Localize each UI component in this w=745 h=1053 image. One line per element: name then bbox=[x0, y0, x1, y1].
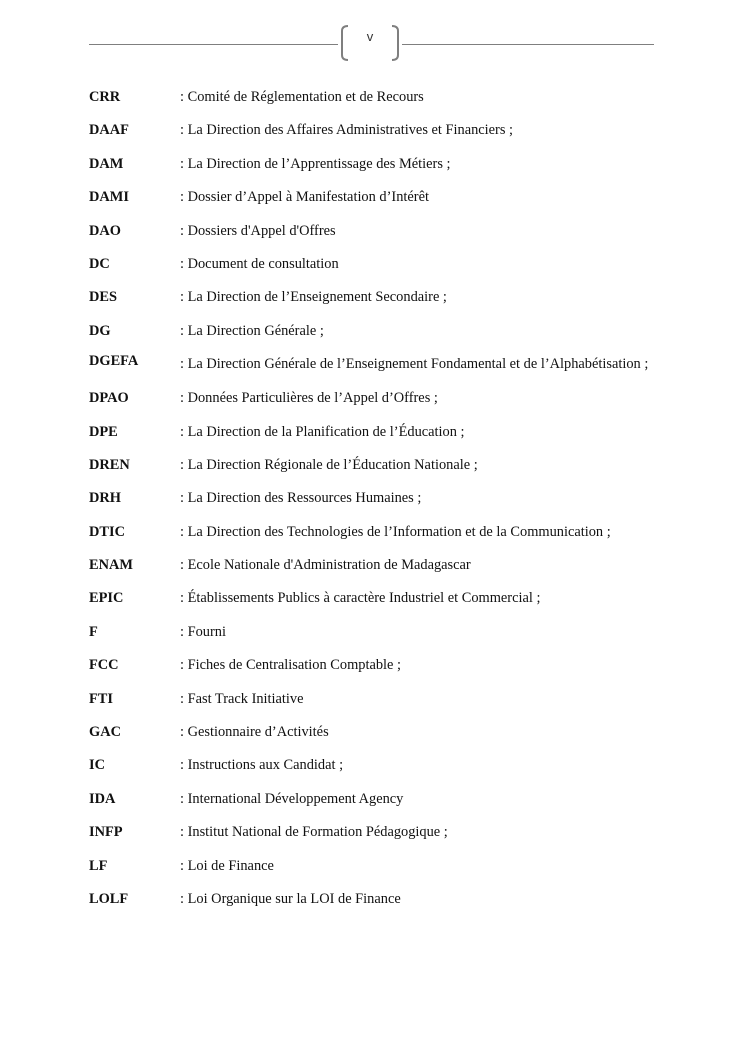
abbreviation-entry bbox=[89, 455, 655, 475]
abbreviation-term: EPIC bbox=[89, 590, 124, 607]
abbreviation-entry bbox=[89, 856, 655, 876]
abbreviation-term: DAO bbox=[89, 222, 121, 239]
abbreviation-entry bbox=[89, 822, 655, 842]
abbreviation-entry bbox=[89, 87, 655, 107]
abbreviation-definition: : Dossier d’Appel à Manifestation d’Intérêt bbox=[180, 189, 429, 206]
header-rule-right bbox=[402, 44, 654, 45]
abbreviation-term: DREN bbox=[89, 456, 130, 473]
abbreviation-term: LOLF bbox=[89, 890, 129, 907]
abbreviation-definition: : Dossiers d'Appel d'Offres bbox=[180, 222, 336, 239]
abbreviation-entry bbox=[89, 755, 655, 775]
abbreviation-definition: : International Développement Agency bbox=[180, 790, 404, 807]
abbreviation-entry bbox=[89, 351, 655, 377]
abbreviation-definition: : Établissements Publics à caractère Industriel et Commercial ; bbox=[180, 590, 541, 607]
abbreviation-entry bbox=[89, 689, 655, 709]
abbreviation-term: DRH bbox=[89, 490, 121, 507]
abbreviation-entry bbox=[89, 789, 655, 809]
abbreviation-entry bbox=[89, 655, 655, 675]
abbreviation-term: DGEFA bbox=[89, 353, 139, 370]
abbreviation-definition: : La Direction Générale de l’Enseignement Fondamental et de l’Alphabétisation ; bbox=[180, 356, 649, 373]
abbreviation-term: IDA bbox=[89, 790, 116, 807]
abbreviation-entry bbox=[89, 187, 655, 207]
abbreviation-definition: : Fiches de Centralisation Comptable ; bbox=[180, 657, 402, 674]
abbreviation-entry bbox=[89, 422, 655, 442]
abbreviation-term: CRR bbox=[89, 89, 121, 105]
abbreviation-definition: : Comité de Réglementation et de Recours bbox=[180, 89, 424, 105]
abbreviation-definition: : Loi de Finance bbox=[180, 857, 274, 874]
abbreviation-definition: : Instructions aux Candidat ; bbox=[180, 757, 344, 774]
abbreviation-term: DES bbox=[89, 289, 117, 306]
abbreviation-entry bbox=[89, 555, 655, 575]
abbreviation-term: IC bbox=[89, 757, 105, 774]
abbreviation-term: INFP bbox=[89, 824, 123, 841]
abbreviation-definition: : Loi Organique sur la LOI de Finance bbox=[180, 890, 401, 907]
abbreviation-term: DC bbox=[89, 255, 110, 272]
abbreviation-term: DPE bbox=[89, 423, 118, 440]
abbreviation-term: DG bbox=[89, 322, 111, 339]
abbreviation-term: DAM bbox=[89, 155, 124, 172]
abbreviation-entry bbox=[89, 522, 655, 542]
abbreviation-entry bbox=[89, 321, 655, 341]
abbreviation-term: DPAO bbox=[89, 390, 129, 407]
page-header bbox=[0, 0, 745, 70]
abbreviation-entry bbox=[89, 488, 655, 508]
left-bracket-ornament bbox=[341, 25, 349, 61]
abbreviation-entry bbox=[89, 221, 655, 241]
abbreviation-definition: : Fast Track Initiative bbox=[180, 690, 304, 707]
abbreviation-definition: : La Direction de l’Enseignement Secondaire ; bbox=[180, 289, 447, 306]
abbreviation-definition: : La Direction Générale ; bbox=[180, 322, 324, 339]
abbreviation-definition: : La Direction de l’Apprentissage des Métiers ; bbox=[180, 155, 451, 172]
abbreviation-definition: : Gestionnaire d’Activités bbox=[180, 724, 329, 741]
abbreviation-term: F bbox=[89, 623, 98, 640]
abbreviation-entry bbox=[89, 588, 655, 608]
abbreviation-definition: : Fourni bbox=[180, 623, 226, 640]
abbreviation-definition: : Données Particulières de l’Appel d’Offres ; bbox=[180, 390, 438, 407]
abbreviation-term: DAAF bbox=[89, 122, 129, 139]
abbreviation-term: GAC bbox=[89, 724, 121, 741]
abbreviation-definition: : Ecole Nationale d'Administration de Madagascar bbox=[180, 557, 471, 574]
abbreviation-definition: : La Direction des Ressources Humaines ; bbox=[180, 490, 422, 507]
header-rule-left bbox=[89, 44, 338, 45]
abbreviation-term: FCC bbox=[89, 657, 119, 674]
abbreviation-definition: : Institut National de Formation Pédagogique ; bbox=[180, 824, 448, 841]
abbreviation-entry bbox=[89, 287, 655, 307]
abbreviation-entry bbox=[89, 722, 655, 742]
abbreviation-entry bbox=[89, 889, 655, 909]
abbreviation-definition: : Document de consultation bbox=[180, 255, 339, 272]
abbreviation-term: LF bbox=[89, 857, 108, 874]
page-number: v bbox=[366, 29, 374, 44]
abbreviation-entry bbox=[89, 154, 655, 174]
abbreviation-term: FTI bbox=[89, 690, 113, 707]
abbreviation-entry bbox=[89, 120, 655, 140]
right-bracket-ornament bbox=[391, 25, 399, 61]
abbreviation-definition: : La Direction de la Planification de l’Éducation ; bbox=[180, 423, 465, 440]
abbreviation-entry bbox=[89, 622, 655, 642]
abbreviation-term: DAMI bbox=[89, 189, 129, 206]
abbreviation-entry bbox=[89, 254, 655, 274]
abbreviation-term: DTIC bbox=[89, 523, 125, 540]
abbreviation-definition: : La Direction Régionale de l’Éducation Nationale ; bbox=[180, 456, 478, 473]
abbreviation-term: ENAM bbox=[89, 557, 133, 574]
abbreviation-definition: : La Direction des Affaires Administratives et Financiers ; bbox=[180, 122, 514, 139]
abbreviation-entry bbox=[89, 388, 655, 408]
abbreviation-list bbox=[89, 87, 655, 922]
abbreviation-definition: : La Direction des Technologies de l’Information et de la Communication ; bbox=[180, 523, 611, 540]
